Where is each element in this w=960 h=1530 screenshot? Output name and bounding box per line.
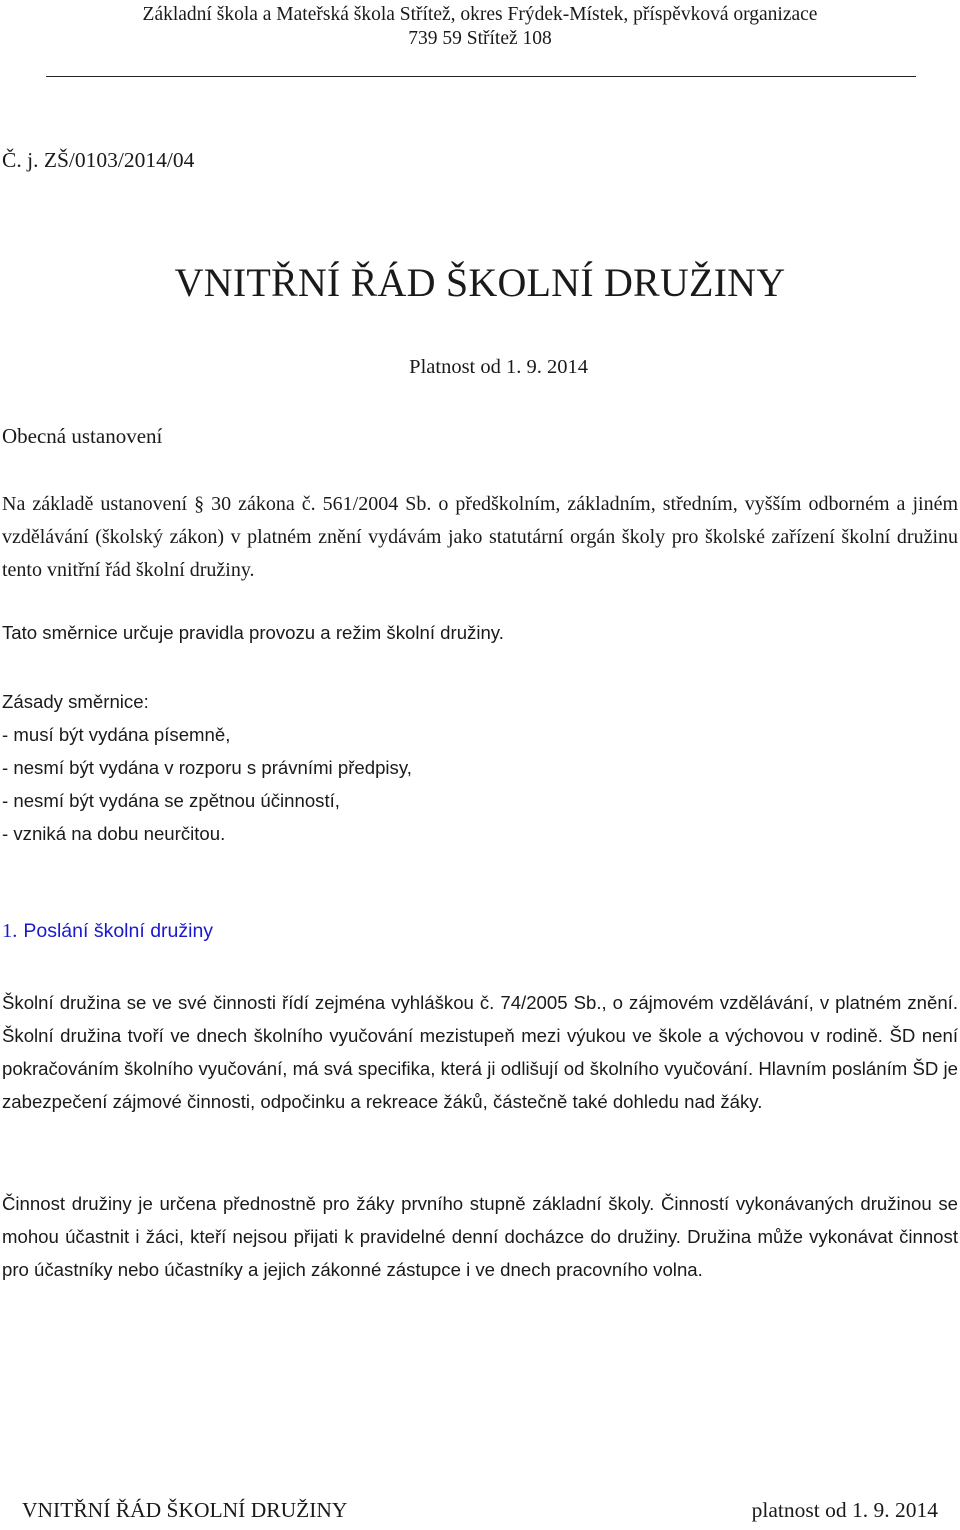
footer-validity: platnost od 1. 9. 2014 [751,1498,938,1522]
section-1-heading [2,920,213,943]
school-address-header: 739 59 Střítež 108 [408,28,552,49]
section-1-paragraph-1: Školní družina se ve své činnosti řídí zejména vyhláškou č. 74/2005 Sb., o zájmovém vzdělávání, v platném znění. Školní družina tvoří ve dnech školního vyučování mezistupeň mezi výukou ve škole a výchovou v rodině. ŠD není pokračováním školního vyučování, má svá specifika, která ji odlišují od školního vyučování. Hlavním posláním ŠD je zabezpečení zájmové činnosti, odpočinku a rekreace žáků, částečně také dohledu nad žáky. [2,992,958,1112]
purpose-paragraph: Tato směrnice určuje pravidla provozu a režim školní družiny. [2,622,504,643]
validity-date: Platnost od 1. 9. 2014 [409,356,588,378]
list-item: - musí být vydána písemně, [2,724,231,745]
principles-heading: Zásady směrnice: [2,691,149,712]
header-divider [46,76,916,77]
school-name-header: Základní škola a Mateřská škola Střítež, okres Frýdek-Místek, příspěvková organizace [142,4,818,25]
reference-number: Č. j. ZŠ/0103/2014/04 [2,148,195,172]
section-1-number: 1. [2,920,18,942]
document-title: VNITŘNÍ ŘÁD ŠKOLNÍ DRUŽINY [174,260,786,305]
intro-paragraph: Na základě ustanovení § 30 zákona č. 561/2004 Sb. o předškolním, základním, středním, vyšším odborném a jiném vzdělávání (školský zákon) v platném znění vydávám jako statutární orgán školy pro školské zařízení školní družinu tento vnitřní řád školní družiny. [2,493,958,581]
section-1-title: Poslání školní družiny [23,920,214,942]
principles-list [2,718,958,850]
footer-title: VNITŘNÍ ŘÁD ŠKOLNÍ DRUŽINY [22,1498,348,1522]
list-item: - nesmí být vydána v rozporu s právními předpisy, [2,757,412,778]
section-1-paragraph-2: Činnost družiny je určena přednostně pro žáky prvního stupně základní školy. Činností vykonávaných družinou se mohou účastnit i žáci, kteří nejsou přijati k pravidelné denní docházce do družiny. Družina může vykonávat činnost pro účastníky nebo účastníky a jejich zákonné zástupce i ve dnech pracovního volna. [2,1193,958,1280]
section-general-heading: Obecná ustanovení [2,424,163,448]
list-item: - nesmí být vydána se zpětnou účinností, [2,790,340,811]
list-item: - vzniká na dobu neurčitou. [2,823,226,844]
